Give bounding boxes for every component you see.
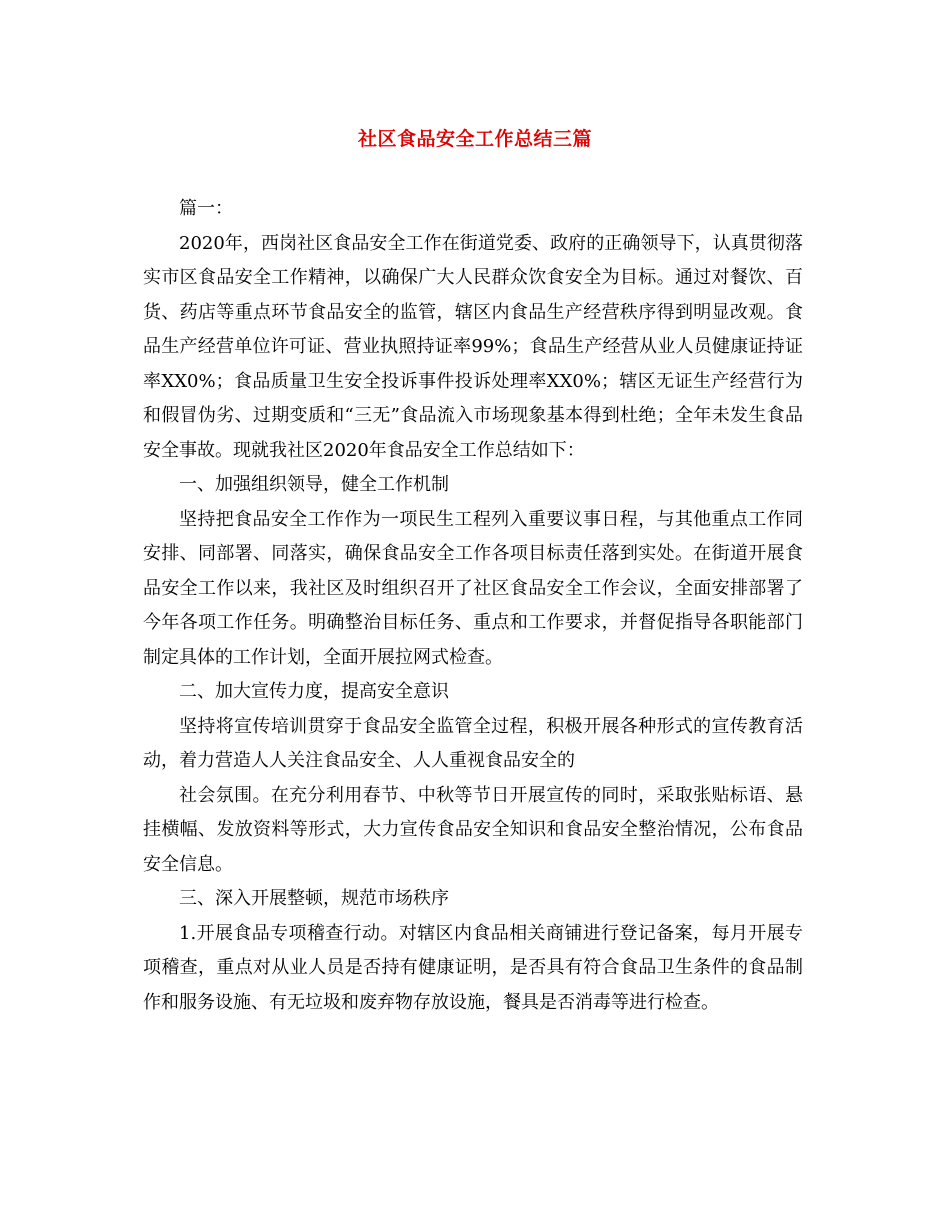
intro-paragraph-text: 2020年，西岗社区食品安全工作在街道党委、政府的正确领导下，认真贯彻落实市区食品安全工作精神，以确保广大人民群众饮食安全为目标。通过对餐饮、百货、药店等重点环节食品安全的监管，辖区内食品生产经营秩序得到明显改观。食品生产经营单位许可证、营业执照持证率99%；食品生产经营从业人员健康证持证率XX0%；食品质量卫生安全投诉事件投诉处理率XX0%；辖区无证生产经营行为和假冒伪劣、过期变质和“三无”食品流入市场现象基本得到杜绝；全年未发生食品安全事故。现就我社区2020年食品安全工作总结如下： [143,232,803,461]
paragraph-organization: 坚持把食品安全工作作为一项民生工程列入重要议事日程，与其他重点工作同安排、同部署、同落实，确保食品安全工作各项目标责任落到实处。在街道开展食品安全工作以来，我社区及时组织召开了社区食品安全工作会议，全面安排部署了今年各项工作任务。明确整治目标任务、重点和工作要求，并督促指导各职能部门制定具体的工作计划，全面开展拉网式检查。 [143,508,803,668]
section-label: 篇一： [179,198,233,219]
paragraph-publicity: 坚持将宣传培训贯穿于食品安全监管全过程，积极开展各种形式的宣传教育活动，着力营造人人关注食品安全、人人重视食品安全的 [143,715,803,771]
heading-one: 一、加强组织领导，健全工作机制 [179,474,449,495]
heading-two: 二、加大宣传力度，提高安全意识 [179,681,449,702]
heading-three: 三、深入开展整顿，规范市场秩序 [179,888,449,909]
document-body [143,192,803,1020]
intro-paragraph [143,227,803,469]
paragraph-publicity-continued [143,779,803,883]
document-title: 社区食品安全工作总结三篇 [357,128,592,150]
paragraph-publicity-continued-text: 社会氛围。在充分利用春节、中秋等节日开展宣传的同时，采取张贴标语、悬挂横幅、发放资料等形式，大力宣传食品安全知识和食品安全整治情况，公布食品安全信息。 [143,784,803,875]
paragraph-inspection: 1.开展食品专项稽查行动。对辖区内食品相关商铺进行登记备案，每月开展专项稽查，重点对从业人员是否持有健康证明，是否具有符合食品卫生条件的食品制作和服务设施、有无垃圾和废弃物存放设施，餐具是否消毒等进行检查。 [143,922,803,1013]
